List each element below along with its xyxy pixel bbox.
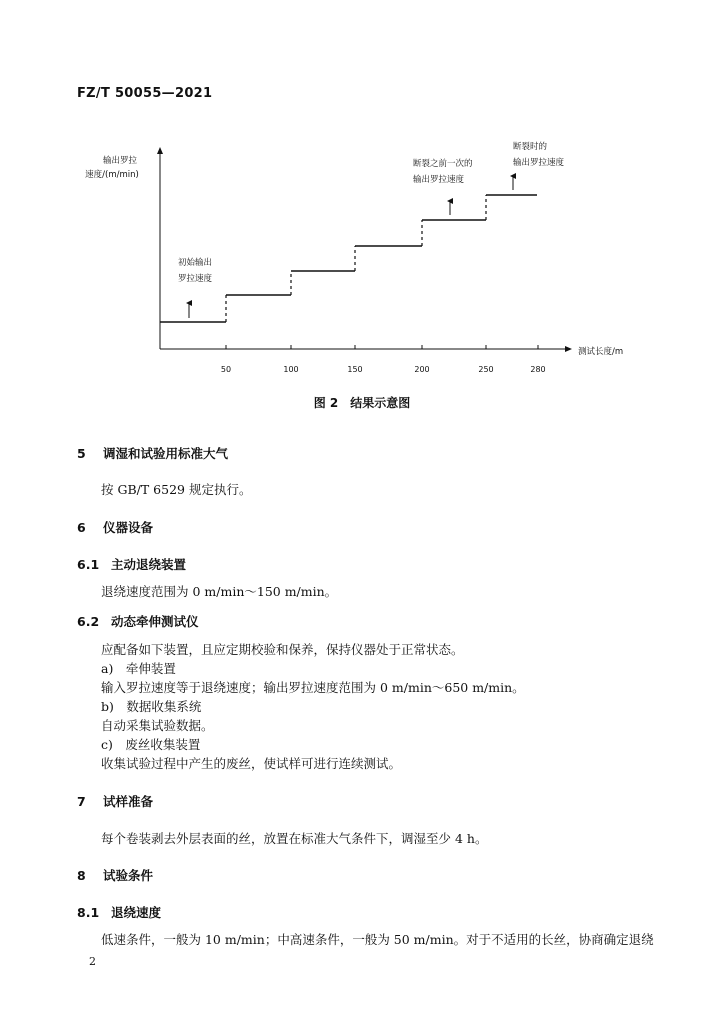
section-number: 8.1 (77, 905, 100, 920)
x-axis-label: 测试长度/m (578, 347, 624, 357)
section-number: 6 (77, 520, 86, 535)
x-axis-arrowhead (565, 346, 572, 352)
figure-caption: 图 2 结果示意图 (313, 396, 411, 410)
section-6-2-line: 自动采集试验数据。 (101, 718, 214, 733)
page-number: 2 (89, 955, 96, 968)
section-number: 7 (77, 794, 86, 809)
section-6-2-line: 收集试验过程中产生的废丝，使试样可进行连续测试。 (101, 756, 402, 771)
section-8-heading (77, 866, 153, 884)
section-title: 调湿和试验用标准大气 (103, 446, 229, 461)
section-title: 仪器设备 (103, 520, 154, 535)
x-tick-label: 100 (283, 365, 299, 374)
annotation-before-break-line1: 断裂之前一次的 (413, 159, 473, 169)
annotation-initial-line1: 初始输出 (178, 258, 213, 268)
x-tick-label: 250 (478, 365, 494, 374)
section-6-2-item-a: a) 牵伸装置 (101, 661, 176, 676)
section-number: 5 (77, 446, 86, 461)
section-number: 6.1 (77, 557, 100, 572)
section-6-1-body: 退绕速度范围为 0 m/min～150 m/min。 (101, 584, 338, 599)
annotation-at-break-line1: 断裂时的 (513, 142, 548, 152)
section-number: 8 (77, 868, 86, 883)
section-title: 退绕速度 (111, 905, 162, 920)
section-5-heading (77, 444, 228, 462)
section-6-1-heading (77, 555, 186, 573)
y-axis-arrowhead (157, 147, 163, 154)
x-tick-label: 50 (220, 365, 232, 374)
x-tick-label: 150 (347, 365, 363, 374)
section-7-body: 每个卷装剥去外层表面的丝，放置在标准大气条件下，调湿至少 4 h。 (101, 831, 488, 846)
section-6-2-item-b: b) 数据收集系统 (101, 699, 202, 714)
section-8-1-body: 低速条件，一般为 10 m/min；中高速条件，一般为 50 m/min。对于不适用的长丝，协商确定退绕 (101, 932, 654, 947)
chart-series-steps (160, 195, 537, 322)
section-7-heading (77, 792, 153, 810)
section-number: 6.2 (77, 614, 100, 629)
chart-axes (157, 147, 572, 352)
x-tick-label: 280 (530, 365, 546, 374)
section-title: 试样准备 (103, 794, 154, 809)
x-tick-label: 200 (414, 365, 430, 374)
section-6-2-line: 输入罗拉速度等于退绕速度；输出罗拉速度范围为 0 m/min～650 m/min。 (101, 680, 525, 695)
y-axis-label-line2: 速度/(m/min) (85, 170, 139, 180)
section-6-2-item-c: c) 废丝收集装置 (101, 737, 201, 752)
standard-code: FZ/T 50055—2021 (77, 86, 213, 101)
annotation-initial-line2: 罗拉速度 (178, 274, 213, 284)
y-axis-label-line1: 输出罗拉 (102, 156, 138, 166)
section-6-2-line: 应配备如下装置，且应定期校验和保养，保持仪器处于正常状态。 (101, 642, 464, 657)
section-title: 主动退绕装置 (111, 557, 187, 572)
section-6-2-heading (77, 612, 199, 630)
section-title: 动态牵伸测试仪 (111, 614, 199, 629)
result-diagram (0, 130, 724, 380)
section-5-body: 按 GB/T 6529 规定执行。 (101, 482, 252, 497)
annotation-at-break-line2: 输出罗拉速度 (513, 158, 565, 168)
section-title: 试验条件 (103, 868, 154, 883)
section-8-1-heading (77, 903, 161, 921)
section-6-heading (77, 518, 153, 536)
annotation-before-break-line2: 输出罗拉速度 (413, 175, 465, 185)
